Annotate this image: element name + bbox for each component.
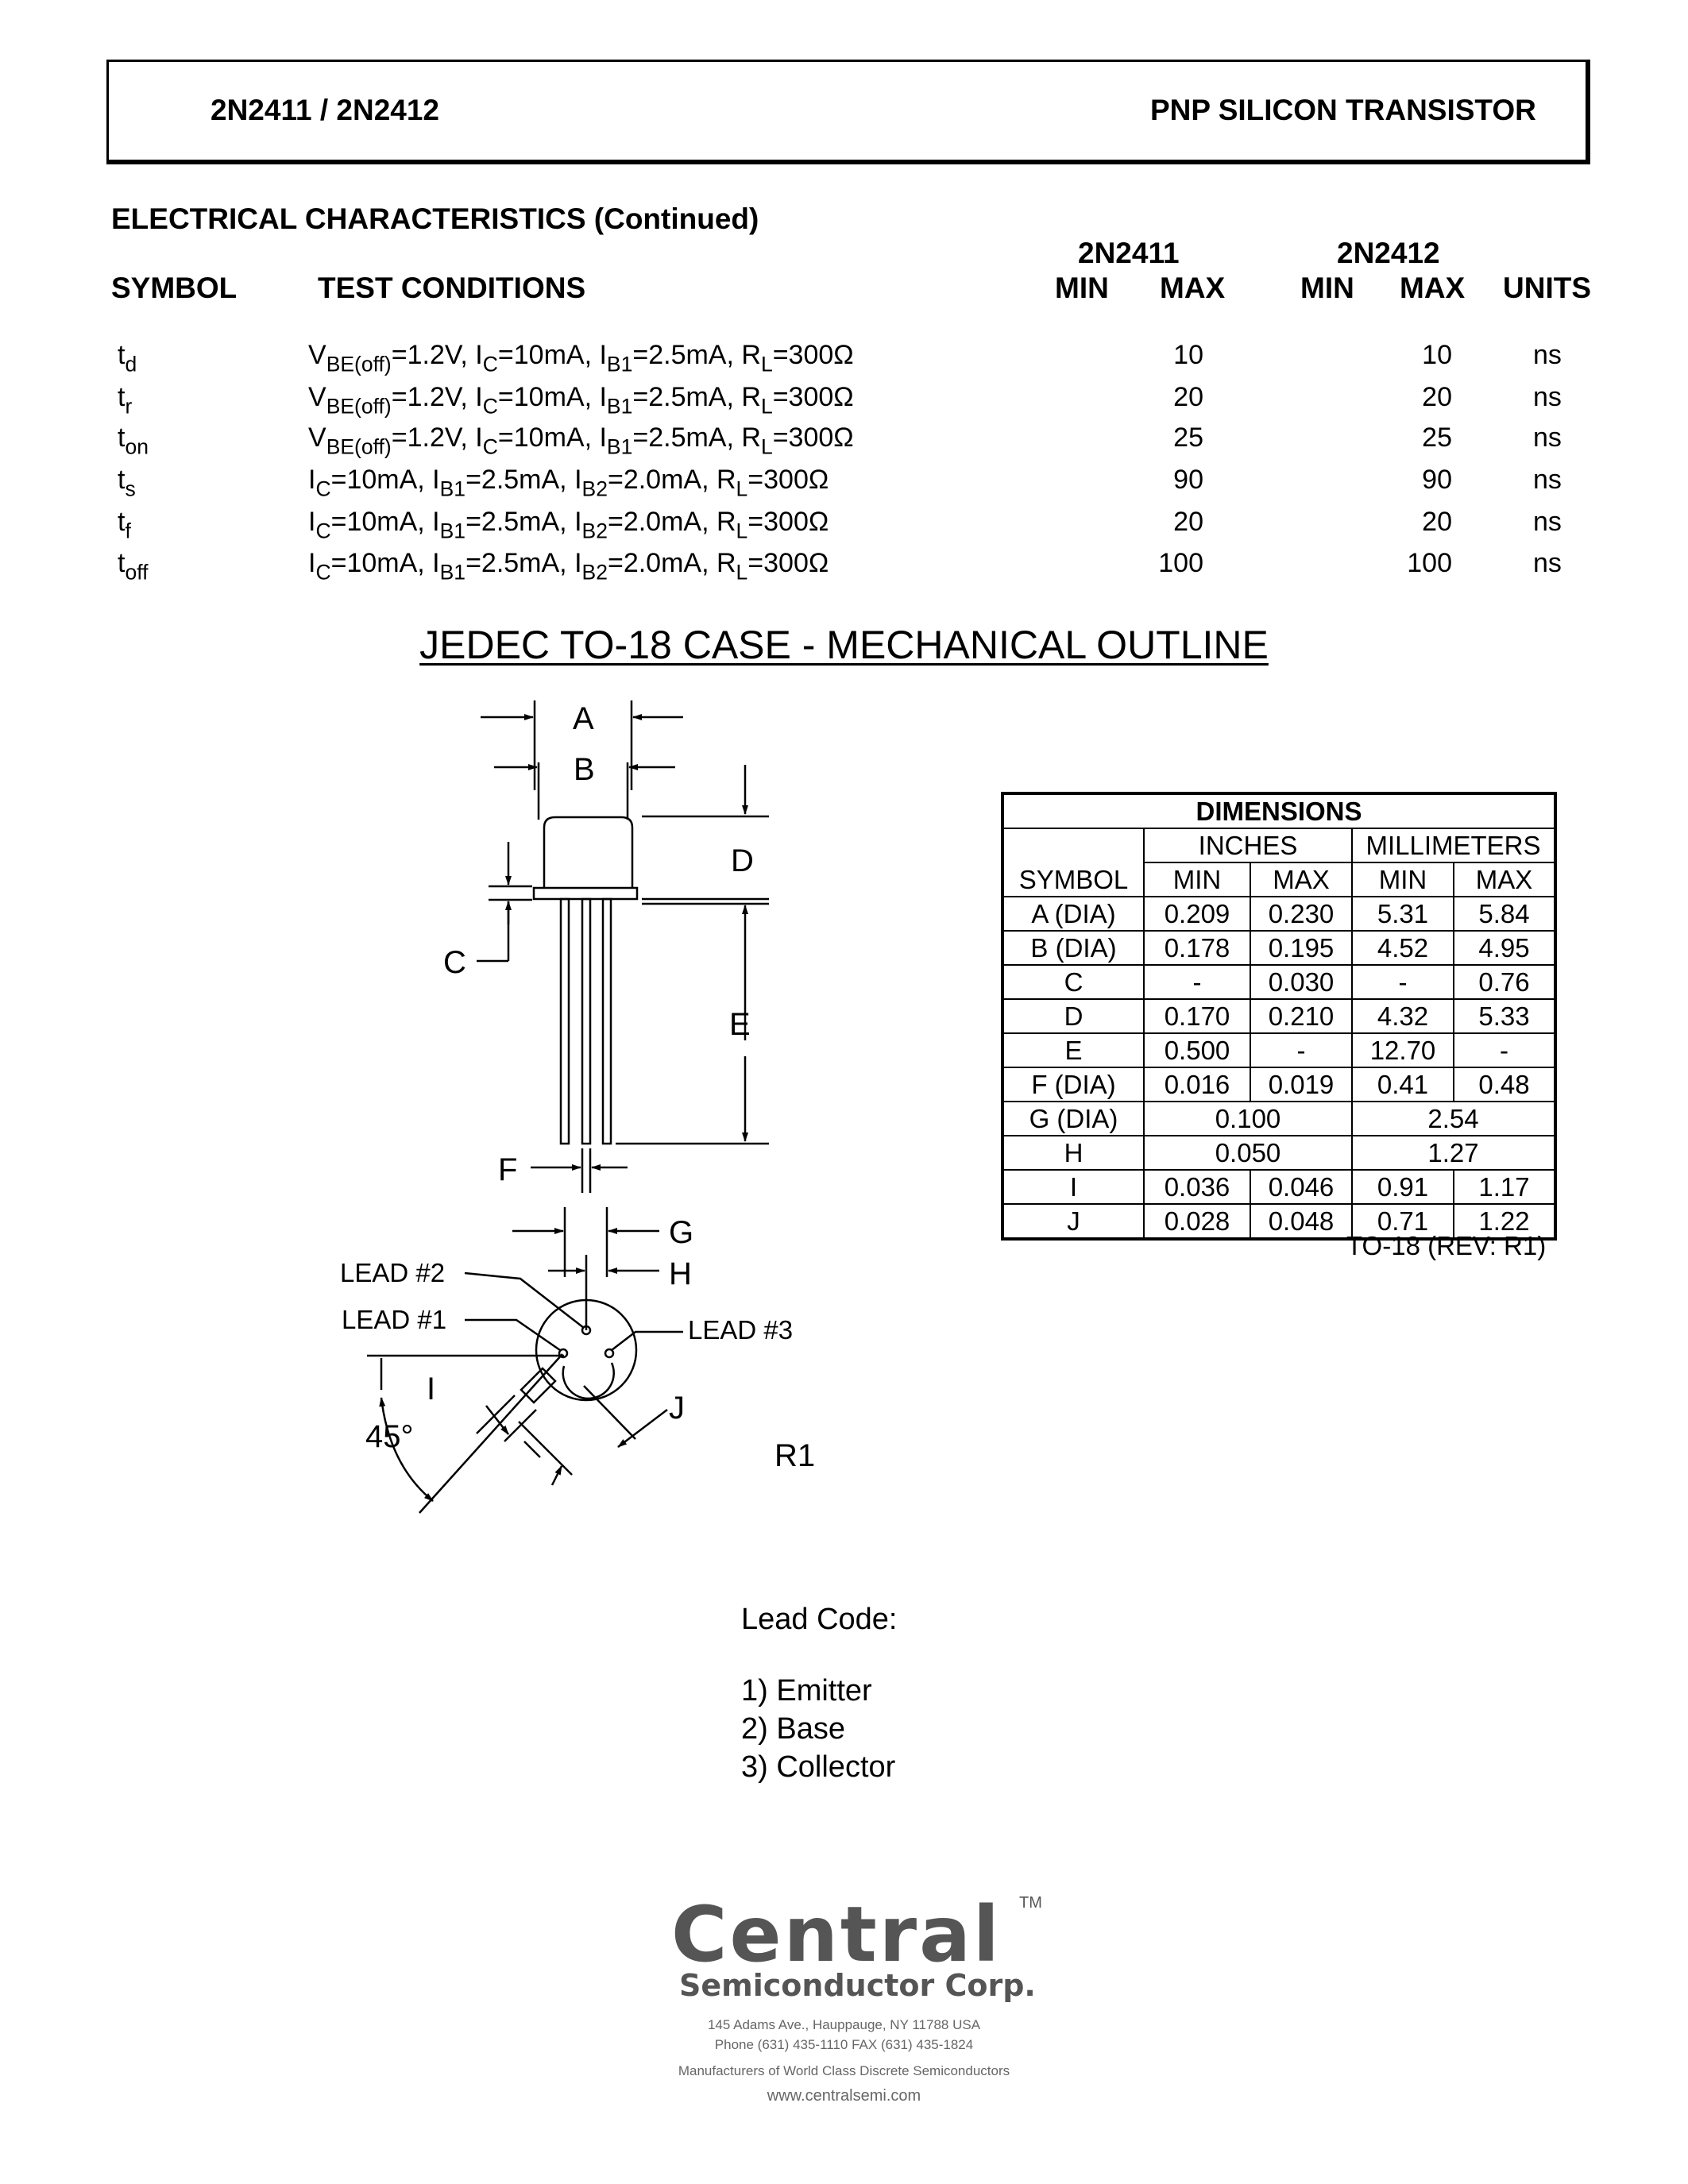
dimension-row (1002, 965, 1555, 999)
dimension-row (1002, 1033, 1555, 1067)
dimension-row (1002, 931, 1555, 965)
dim-inches-min: - (1144, 965, 1250, 999)
dim-symbol: B (DIA) (1002, 931, 1144, 965)
row-max-2n2412: 20 (1422, 507, 1452, 537)
dim-inches-min: 0.170 (1144, 999, 1250, 1033)
row-test-condition: $I_C=10mA$, $I_{B1}=2.5mA$, $I_{B2}=2.0mA$, $R_L=300\Omega$ (308, 465, 829, 501)
row-symbol: $t_r$ (118, 382, 133, 419)
part1-heading: 2N2411 (1078, 237, 1180, 269)
dim-mm-max: 5.33 (1454, 999, 1555, 1033)
dim-mm-min: 4.32 (1352, 999, 1454, 1033)
label-angle: 45° (365, 1419, 414, 1454)
dim-inches-min: 0.209 (1144, 897, 1250, 931)
dimensions-title: DIMENSIONS (1002, 793, 1555, 828)
dimensions-table (1001, 792, 1557, 1241)
label-j: J (669, 1391, 685, 1426)
dim-mm-max: 1.17 (1454, 1170, 1555, 1204)
part2-heading: 2N2412 (1337, 237, 1440, 269)
dim-symbol: F (DIA) (1002, 1067, 1144, 1102)
company-name: Semiconductor Corp. (679, 1968, 1036, 2003)
row-max-2n2412: 90 (1422, 465, 1452, 495)
dim-mm-max: 5.84 (1454, 897, 1555, 931)
label-c: C (443, 945, 466, 980)
dim-inches-max: 0.030 (1250, 965, 1352, 999)
dim-inches-max: 0.048 (1250, 1204, 1352, 1239)
row-symbol: $t_{off}$ (118, 548, 149, 585)
mm-min-header: MIN (1352, 862, 1454, 897)
dimension-row (1002, 1102, 1555, 1136)
dimension-row (1002, 1170, 1555, 1204)
row-max-2n2411: 100 (1158, 548, 1203, 578)
label-g: G (669, 1215, 694, 1250)
row-symbol: $t_{on}$ (118, 423, 149, 459)
dim-mm-min: 12.70 (1352, 1033, 1454, 1067)
dim-mm-max: 4.95 (1454, 931, 1555, 965)
mechanical-title: JEDEC TO-18 CASE - MECHANICAL OUTLINE (419, 623, 1269, 667)
electrical-row (0, 423, 1688, 464)
dim-mm-min: - (1352, 965, 1454, 999)
label-b: B (574, 752, 595, 787)
company-website: www.centralsemi.com (767, 2087, 921, 2105)
lead-code-title: Lead Code: (741, 1603, 898, 1636)
lead-code-item: 3) Collector (741, 1750, 896, 1784)
dimension-row (1002, 897, 1555, 931)
label-a: A (573, 701, 594, 736)
dim-inches-min: 0.500 (1144, 1033, 1250, 1067)
dim-symbol: E (1002, 1033, 1144, 1067)
symbol-column-header: SYMBOL (111, 272, 238, 304)
row-max-2n2412: 100 (1407, 548, 1452, 578)
test-conditions-column-header: TEST CONDITIONS (318, 272, 586, 304)
dim-mm-min: 0.41 (1352, 1067, 1454, 1102)
dim-inches-min: 0.178 (1144, 931, 1250, 965)
row-max-2n2411: 20 (1173, 382, 1203, 412)
row-test-condition: $V_{BE(off)}=1.2V$, $I_C=10mA$, $I_{B1}=2.5mA$, $R_L=300\Omega$ (308, 423, 854, 459)
dim-mm: 1.27 (1352, 1136, 1555, 1170)
trademark: TM (1019, 1894, 1042, 1912)
dim-inches-min: 0.016 (1144, 1067, 1250, 1102)
lead-code-item: 2) Base (741, 1712, 845, 1746)
label-revision: R1 (774, 1438, 816, 1473)
row-max-2n2411: 25 (1173, 423, 1203, 453)
dim-mm-min: 4.52 (1352, 931, 1454, 965)
inches-header: INCHES (1144, 828, 1352, 862)
row-test-condition: $V_{BE(off)}=1.2V$, $I_C=10mA$, $I_{B1}=2.5mA$, $R_L=300\Omega$ (308, 382, 854, 419)
lead-code-item: 1) Emitter (741, 1674, 872, 1707)
dim-mm-max: 0.48 (1454, 1067, 1555, 1102)
dim-symbol: C (1002, 965, 1144, 999)
label-f: F (498, 1152, 518, 1187)
dim-inches-max: 0.210 (1250, 999, 1352, 1033)
label-lead-3: LEAD #3 (688, 1315, 794, 1345)
dim-mm-max: - (1454, 1033, 1555, 1067)
dim-symbol: J (1002, 1204, 1144, 1239)
dim-inches: 0.100 (1144, 1102, 1352, 1136)
company-address: 145 Adams Ave., Hauppauge, NY 11788 USA (707, 2017, 981, 2032)
electrical-row (0, 382, 1688, 423)
row-max-2n2411: 10 (1173, 340, 1203, 370)
electrical-row (0, 548, 1688, 589)
row-test-condition: $I_C=10mA$, $I_{B1}=2.5mA$, $I_{B2}=2.0mA$, $R_L=300\Omega$ (308, 507, 829, 543)
revision-note: TO-18 (REV: R1) (1346, 1231, 1547, 1260)
dim-inches-max: 0.195 (1250, 931, 1352, 965)
symbol-header: SYMBOL (1002, 862, 1144, 897)
max2-column-header: MAX (1400, 272, 1466, 304)
dim-symbol: G (DIA) (1002, 1102, 1144, 1136)
dim-inches-min: 0.036 (1144, 1170, 1250, 1204)
device-type: PNP SILICON TRANSISTOR (1150, 94, 1536, 126)
electrical-row (0, 340, 1688, 381)
label-lead-2: LEAD #2 (340, 1258, 446, 1287)
mm-max-header: MAX (1454, 862, 1555, 897)
row-units: ns (1533, 507, 1562, 537)
row-units: ns (1533, 382, 1562, 412)
row-units: ns (1533, 465, 1562, 495)
dim-inches-max: 0.019 (1250, 1067, 1352, 1102)
dim-symbol: D (1002, 999, 1144, 1033)
dim-mm: 2.54 (1352, 1102, 1555, 1136)
electrical-row (0, 507, 1688, 548)
millimeters-header: MILLIMETERS (1352, 828, 1555, 862)
blank-cell (1002, 828, 1144, 862)
dim-symbol: A (DIA) (1002, 897, 1144, 931)
dim-inches-max: - (1250, 1033, 1352, 1067)
label-e: E (729, 1007, 751, 1042)
row-symbol: $t_s$ (118, 465, 136, 501)
row-max-2n2412: 20 (1422, 382, 1452, 412)
units-column-header: UNITS (1503, 272, 1591, 304)
row-units: ns (1533, 340, 1562, 370)
inches-min-header: MIN (1144, 862, 1250, 897)
dimension-row (1002, 999, 1555, 1033)
dim-inches-max: 0.046 (1250, 1170, 1352, 1204)
row-units: ns (1533, 423, 1562, 453)
electrical-title: ELECTRICAL CHARACTERISTICS (Continued) (111, 203, 759, 235)
company-phone: Phone (631) 435-1110 FAX (631) 435-1824 (714, 2037, 974, 2052)
min1-column-header: MIN (1055, 272, 1109, 304)
dim-mm-max: 1.22 (1454, 1204, 1555, 1239)
part-numbers: 2N2411 / 2N2412 (211, 94, 440, 126)
label-i: I (427, 1372, 436, 1406)
dim-mm-min: 5.31 (1352, 897, 1454, 931)
dim-mm-min: 0.91 (1352, 1170, 1454, 1204)
row-max-2n2412: 10 (1422, 340, 1452, 370)
label-lead-1: LEAD #1 (342, 1305, 447, 1334)
row-symbol: $t_f$ (118, 507, 131, 543)
dimension-row (1002, 1136, 1555, 1170)
row-max-2n2411: 90 (1173, 465, 1203, 495)
label-d: D (731, 843, 754, 878)
row-max-2n2412: 25 (1422, 423, 1452, 453)
row-max-2n2411: 20 (1173, 507, 1203, 537)
dim-inches: 0.050 (1144, 1136, 1352, 1170)
dim-mm-max: 0.76 (1454, 965, 1555, 999)
row-test-condition: $V_{BE(off)}=1.2V$, $I_C=10mA$, $I_{B1}=2.5mA$, $R_L=300\Omega$ (308, 340, 854, 376)
electrical-row (0, 465, 1688, 506)
dim-symbol: I (1002, 1170, 1144, 1204)
dim-mm-min: 0.71 (1352, 1204, 1454, 1239)
row-units: ns (1533, 548, 1562, 578)
company-tagline: Manufacturers of World Class Discrete Semiconductors (678, 2063, 1010, 2078)
label-h: H (669, 1256, 692, 1291)
dim-symbol: H (1002, 1136, 1144, 1170)
max1-column-header: MAX (1160, 272, 1226, 304)
row-symbol: $t_d$ (118, 340, 137, 376)
dim-inches-max: 0.230 (1250, 897, 1352, 931)
company-logo: Central (671, 1890, 1002, 1979)
inches-max-header: MAX (1250, 862, 1352, 897)
dim-inches-min: 0.028 (1144, 1204, 1250, 1239)
min2-column-header: MIN (1300, 272, 1354, 304)
row-test-condition: $I_C=10mA$, $I_{B1}=2.5mA$, $I_{B2}=2.0mA$, $R_L=300\Omega$ (308, 548, 829, 585)
dimension-row (1002, 1067, 1555, 1102)
